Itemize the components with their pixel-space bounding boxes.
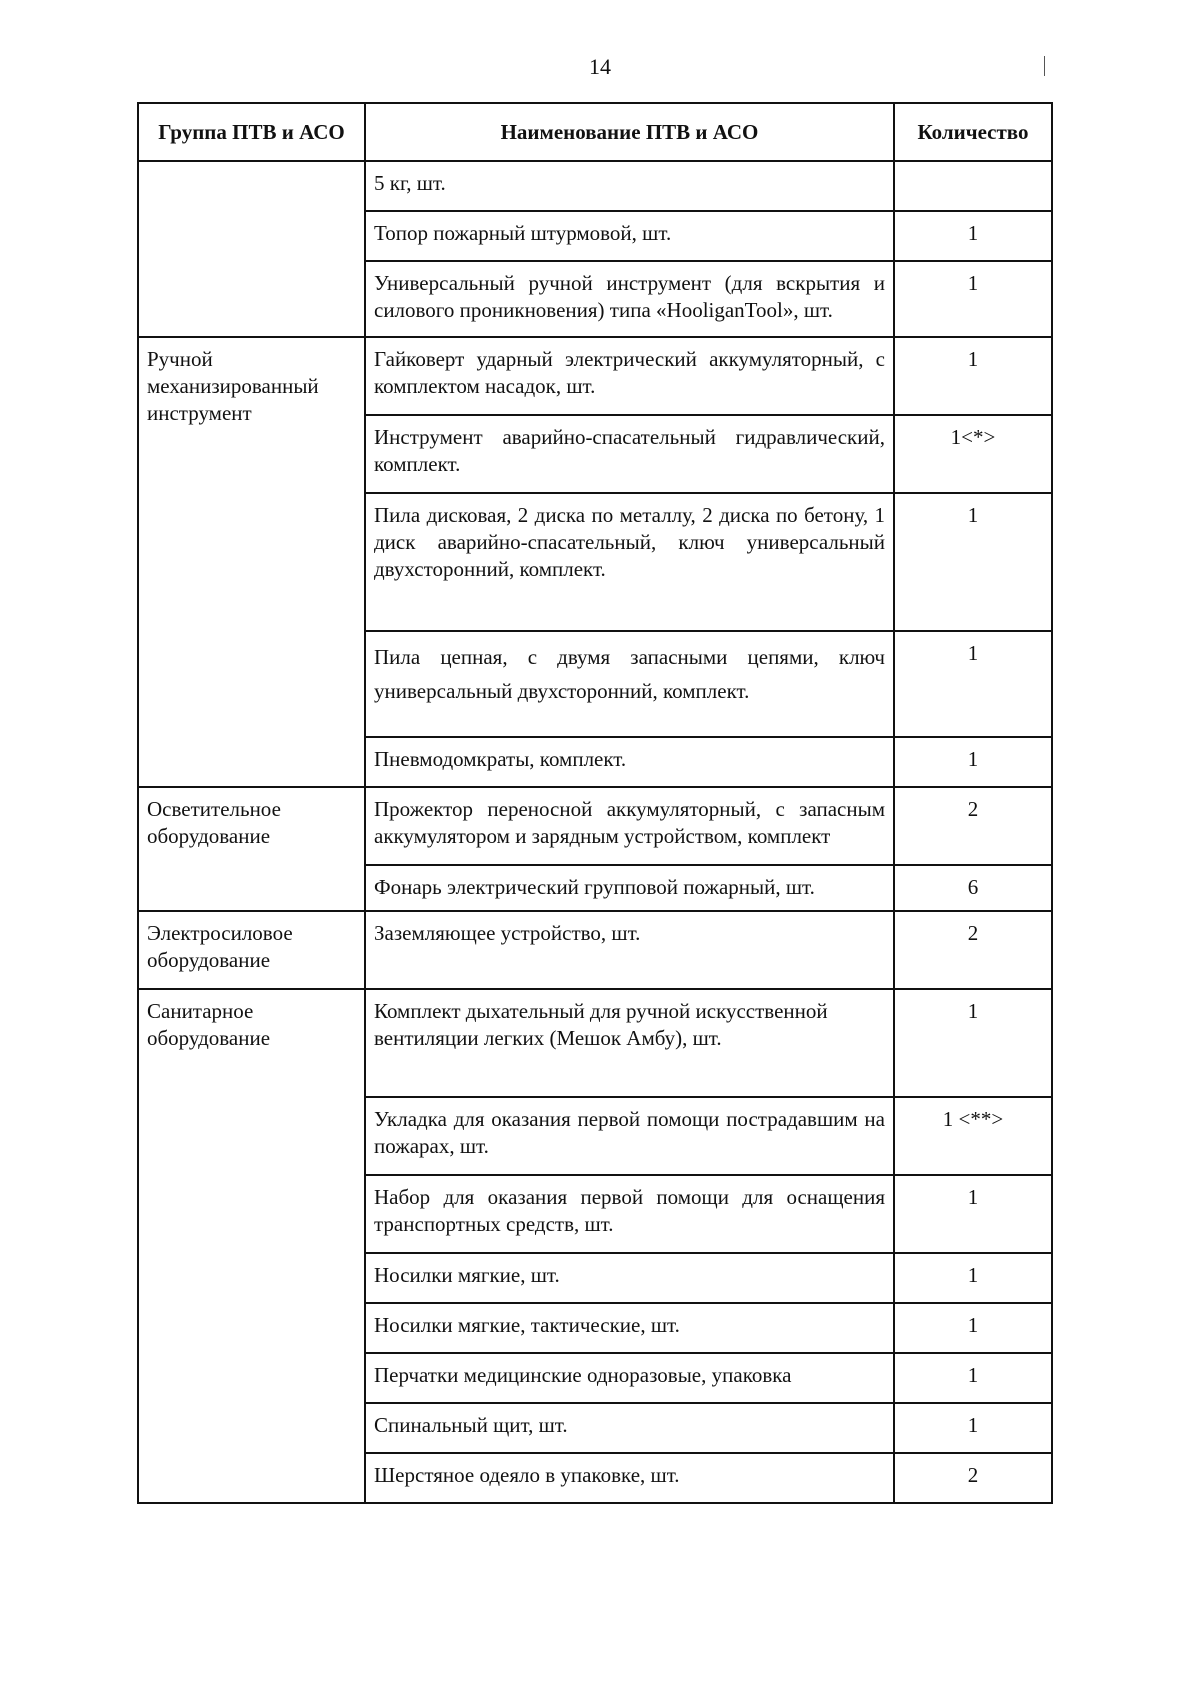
item-quantity: 1	[894, 989, 1052, 1097]
item-name: Прожектор переносной аккумуляторный, с запасным аккумулятором и зарядным устройством, комплект	[365, 787, 894, 865]
item-name: Универсальный ручной инструмент (для вскрытия и силового проникновения) типа «HooliganTool», шт.	[365, 261, 894, 337]
item-name: Фонарь электрический групповой пожарный, шт.	[365, 865, 894, 911]
group-cell: Ручной механизированный инструмент	[138, 337, 365, 787]
group-cell: Санитарное оборудование	[138, 989, 365, 1503]
item-name: Носилки мягкие, тактические, шт.	[365, 1303, 894, 1353]
table-row	[138, 337, 1052, 415]
item-quantity: 1	[894, 631, 1052, 737]
item-name: Пневмодомкраты, комплект.	[365, 737, 894, 787]
item-quantity: 1	[894, 737, 1052, 787]
item-quantity: 1	[894, 1403, 1052, 1453]
item-quantity: 1	[894, 1353, 1052, 1403]
item-quantity: 1<*>	[894, 415, 1052, 493]
equipment-table	[137, 102, 1053, 1504]
item-quantity: 1	[894, 211, 1052, 261]
item-quantity: 2	[894, 1453, 1052, 1503]
page-number: 14	[589, 54, 611, 79]
item-name: Шерстяное одеяло в упаковке, шт.	[365, 1453, 894, 1503]
scan-edge-mark	[1044, 56, 1045, 76]
table-header-row	[138, 103, 1052, 161]
header-group: Группа ПТВ и АСО	[138, 103, 365, 161]
item-quantity	[894, 161, 1052, 211]
item-name: 5 кг, шт.	[365, 161, 894, 211]
item-name: Топор пожарный штурмовой, шт.	[365, 211, 894, 261]
table-row	[138, 989, 1052, 1097]
item-quantity: 1	[894, 1175, 1052, 1253]
item-quantity: 2	[894, 911, 1052, 989]
item-name: Укладка для оказания первой помощи пострадавшим на пожарах, шт.	[365, 1097, 894, 1175]
item-quantity: 1	[894, 493, 1052, 631]
item-name: Пила цепная, с двумя запасными цепями, ключ универсальный двухсторонний, комплект.	[365, 631, 894, 737]
item-quantity: 6	[894, 865, 1052, 911]
item-name: Спинальный щит, шт.	[365, 1403, 894, 1453]
group-cell: Осветительное оборудование	[138, 787, 365, 911]
item-quantity: 1	[894, 1253, 1052, 1303]
group-cell: Электросиловое оборудование	[138, 911, 365, 989]
item-quantity: 1 <**>	[894, 1097, 1052, 1175]
item-name: Перчатки медицинские одноразовые, упаковка	[365, 1353, 894, 1403]
item-quantity: 1	[894, 337, 1052, 415]
item-name: Набор для оказания первой помощи для оснащения транспортных средств, шт.	[365, 1175, 894, 1253]
table-row	[138, 161, 1052, 211]
item-name: Гайковерт ударный электрический аккумуляторный, с комплектом насадок, шт.	[365, 337, 894, 415]
group-cell	[138, 161, 365, 337]
table-row	[138, 911, 1052, 989]
header-quantity: Количество	[894, 103, 1052, 161]
table-row	[138, 787, 1052, 865]
item-quantity: 2	[894, 787, 1052, 865]
item-name: Комплект дыхательный для ручной искусственной вентиляции легких (Мешок Амбу), шт.	[365, 989, 894, 1097]
item-name: Инструмент аварийно-спасательный гидравлический, комплект.	[365, 415, 894, 493]
item-quantity: 1	[894, 261, 1052, 337]
item-name: Заземляющее устройство, шт.	[365, 911, 894, 989]
header-name: Наименование ПТВ и АСО	[365, 103, 894, 161]
item-name: Носилки мягкие, шт.	[365, 1253, 894, 1303]
item-name: Пила дисковая, 2 диска по металлу, 2 диска по бетону, 1 диск аварийно-спасательный, ключ универсальный двухсторонний, комплект.	[365, 493, 894, 631]
item-quantity: 1	[894, 1303, 1052, 1353]
